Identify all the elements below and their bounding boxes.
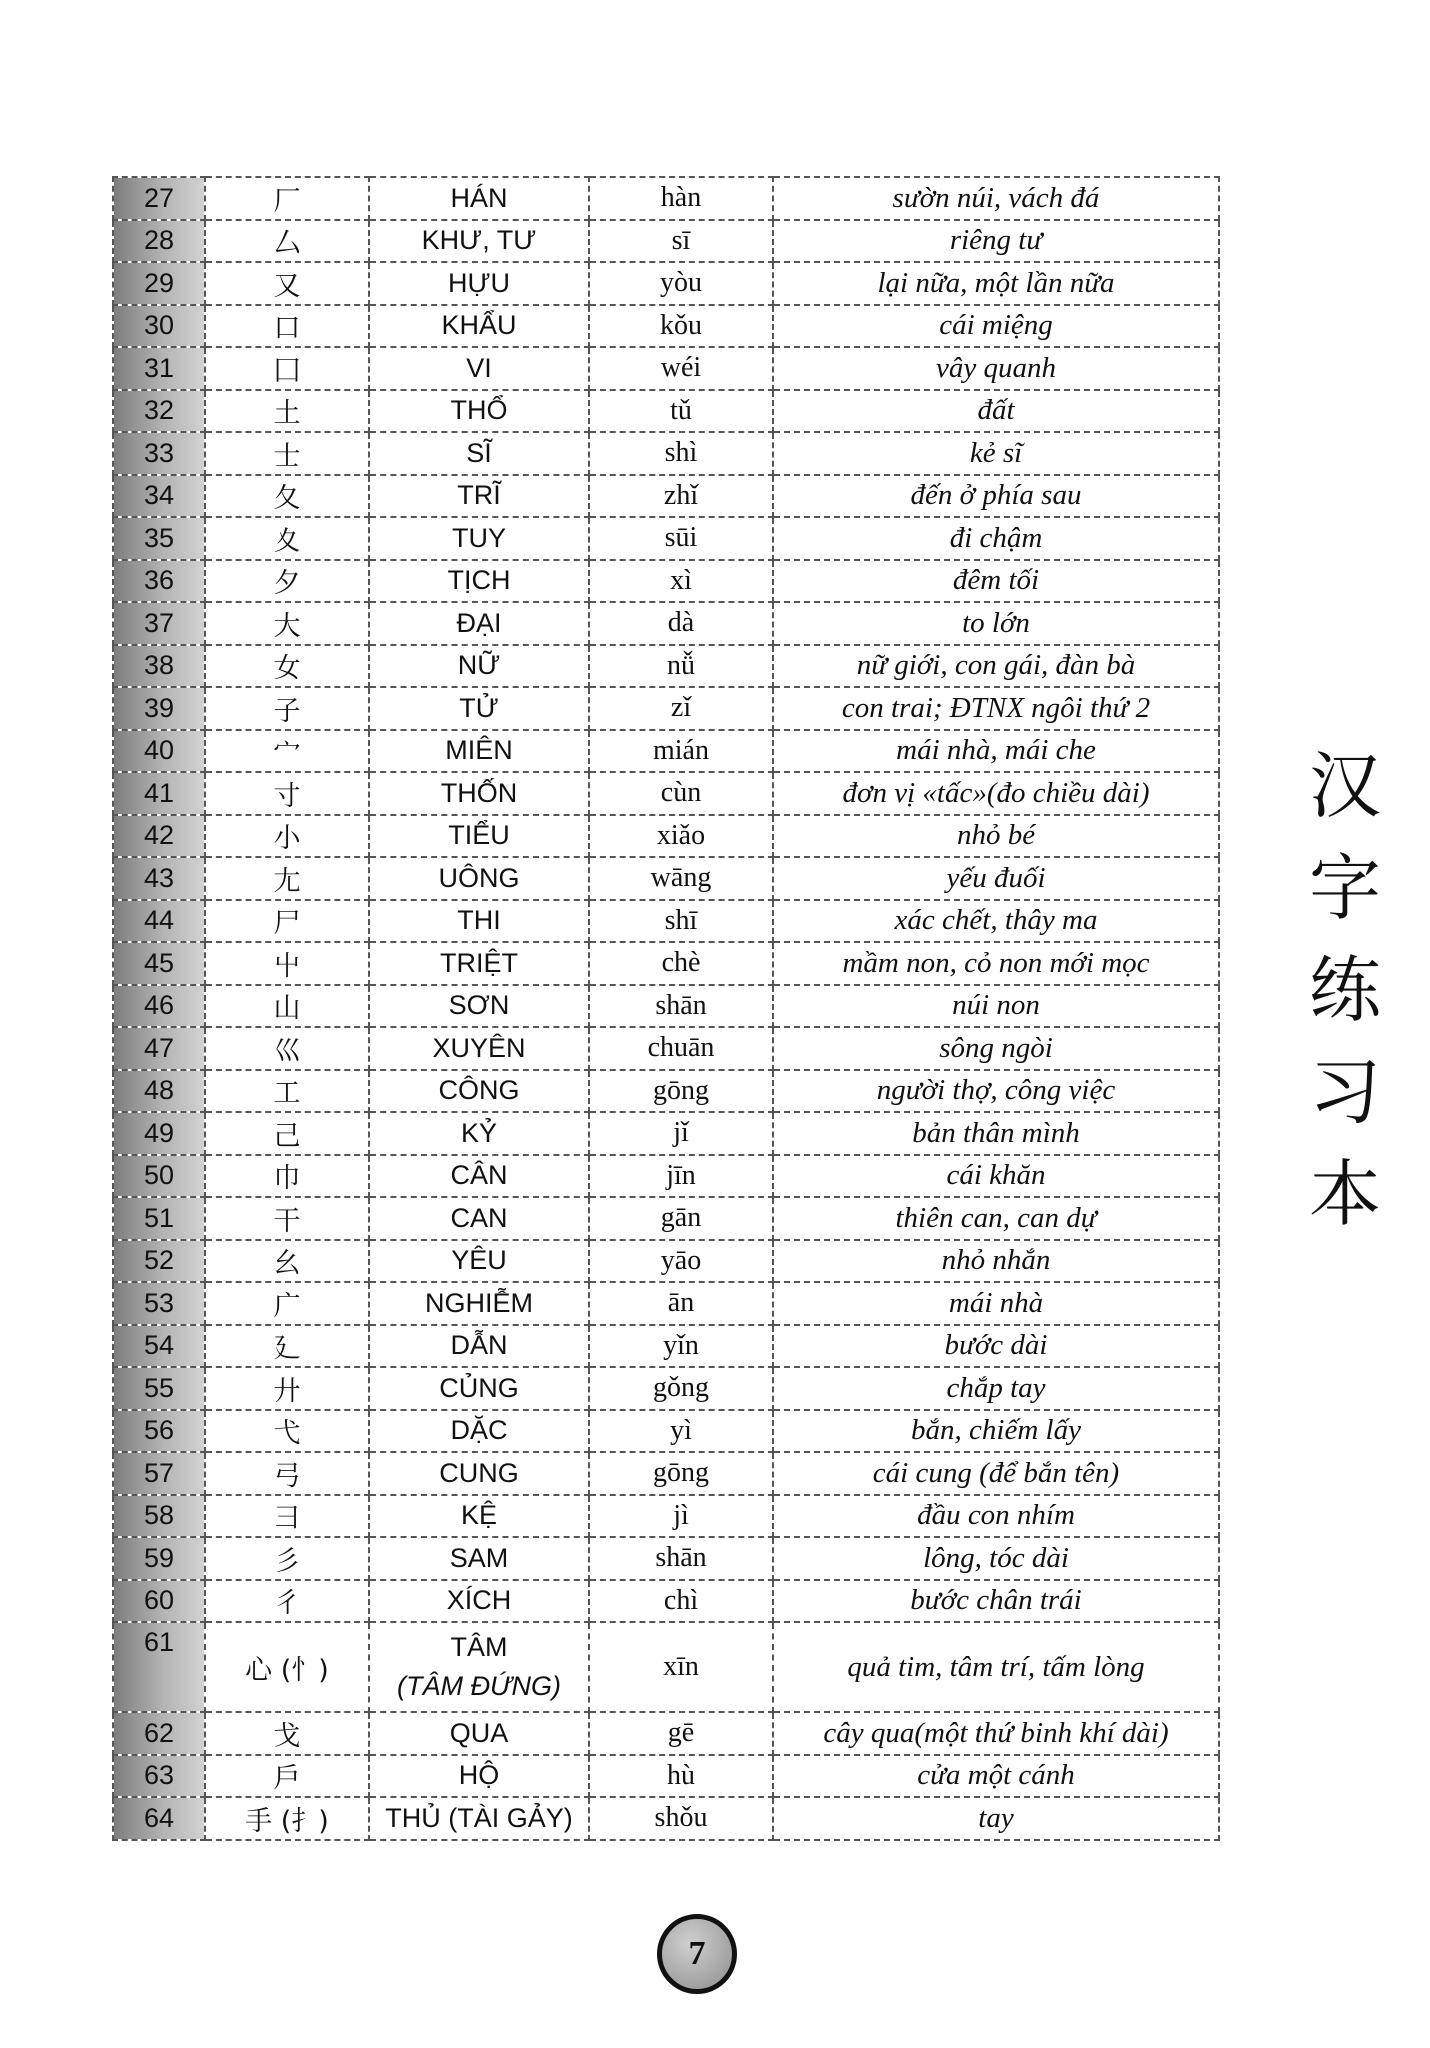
row-number-cell: 64 [113, 1797, 205, 1840]
table-row [113, 432, 1219, 475]
row-number-cell: 47 [113, 1027, 205, 1070]
han-viet-cell: NỮ [369, 645, 589, 688]
side-title-char: 汉 [1308, 744, 1381, 828]
radical-char-cell: 戈 [205, 1712, 369, 1755]
table-row [113, 942, 1219, 985]
han-viet-cell: VI [369, 347, 589, 390]
han-viet-cell: KHƯ, TƯ [369, 220, 589, 263]
meaning-cell: yếu đuối [773, 857, 1219, 900]
han-viet-cell: SAM [369, 1537, 589, 1580]
pinyin-cell: wéi [589, 347, 773, 390]
pinyin-cell: chuān [589, 1027, 773, 1070]
han-viet-cell: XUYÊN [369, 1027, 589, 1070]
row-number-cell: 57 [113, 1452, 205, 1495]
row-number-cell: 40 [113, 730, 205, 773]
han-viet-cell [369, 1622, 589, 1712]
table-row [113, 1282, 1219, 1325]
table-row [113, 1070, 1219, 1113]
row-number-cell: 62 [113, 1712, 205, 1755]
pinyin-cell: shǒu [589, 1797, 773, 1840]
meaning-cell: riêng tư [773, 220, 1219, 263]
table-row [113, 517, 1219, 560]
han-viet-name: TÂM [450, 1632, 508, 1662]
pinyin-cell: chì [589, 1580, 773, 1623]
table-row [113, 1537, 1219, 1580]
radical-char-cell: 巾 [205, 1155, 369, 1198]
meaning-cell: đất [773, 390, 1219, 433]
meaning-cell: mầm non, cỏ non mới mọc [773, 942, 1219, 985]
han-viet-cell: CỦNG [369, 1367, 589, 1410]
pinyin-cell: sī [589, 220, 773, 263]
han-viet-cell: HÁN [369, 177, 589, 220]
han-viet-cell: TRIỆT [369, 942, 589, 985]
table-row [113, 645, 1219, 688]
row-number-cell: 38 [113, 645, 205, 688]
radical-char-cell: 彡 [205, 1537, 369, 1580]
meaning-cell: nhỏ bé [773, 815, 1219, 858]
meaning-cell: lông, tóc dài [773, 1537, 1219, 1580]
han-viet-cell: TUY [369, 517, 589, 560]
meaning-cell: bản thân mình [773, 1112, 1219, 1155]
han-viet-cell: CÔNG [369, 1070, 589, 1113]
pinyin-cell: ān [589, 1282, 773, 1325]
han-viet-cell: HỰU [369, 262, 589, 305]
meaning-cell: tay [773, 1797, 1219, 1840]
han-viet-cell: DẪN [369, 1325, 589, 1368]
pinyin-cell: yòu [589, 262, 773, 305]
radical-char-cell: 厂 [205, 177, 369, 220]
pinyin-cell: shān [589, 1537, 773, 1580]
meaning-cell: sườn núi, vách đá [773, 177, 1219, 220]
row-number-cell: 50 [113, 1155, 205, 1198]
pinyin-cell: yāo [589, 1240, 773, 1283]
pinyin-cell: xì [589, 560, 773, 603]
meaning-cell: người thợ, công việc [773, 1070, 1219, 1113]
han-viet-cell: THI [369, 900, 589, 943]
radical-char-cell: 大 [205, 602, 369, 645]
row-number-cell: 49 [113, 1112, 205, 1155]
radical-char-cell: 手 (扌) [205, 1797, 369, 1840]
han-viet-cell: TRĨ [369, 475, 589, 518]
han-viet-cell: KỶ [369, 1112, 589, 1155]
table-row [113, 560, 1219, 603]
meaning-cell: thiên can, can dự [773, 1197, 1219, 1240]
pinyin-cell: gǒng [589, 1367, 773, 1410]
meaning-cell: đến ở phía sau [773, 475, 1219, 518]
meaning-cell: con trai; ĐTNX ngôi thứ 2 [773, 687, 1219, 730]
han-viet-cell: QUA [369, 1712, 589, 1755]
page-number-badge [657, 1914, 737, 1994]
pinyin-cell: shān [589, 985, 773, 1028]
han-viet-cell: TỬ [369, 687, 589, 730]
row-number-cell: 34 [113, 475, 205, 518]
radical-char-cell: 士 [205, 432, 369, 475]
row-number-cell: 53 [113, 1282, 205, 1325]
row-number-cell: 44 [113, 900, 205, 943]
meaning-cell: mái nhà [773, 1282, 1219, 1325]
pinyin-cell: jì [589, 1495, 773, 1538]
radical-char-cell: 干 [205, 1197, 369, 1240]
table-row [113, 985, 1219, 1028]
row-number-cell: 28 [113, 220, 205, 263]
meaning-cell: bước chân trái [773, 1580, 1219, 1623]
pinyin-cell: tǔ [589, 390, 773, 433]
pinyin-cell: xiǎo [589, 815, 773, 858]
row-number-cell: 41 [113, 772, 205, 815]
han-viet-cell: ĐẠI [369, 602, 589, 645]
row-number-cell: 33 [113, 432, 205, 475]
han-viet-cell: KỆ [369, 1495, 589, 1538]
pinyin-cell: mián [589, 730, 773, 773]
table-row [113, 857, 1219, 900]
table-row [113, 1712, 1219, 1755]
meaning-cell: mái nhà, mái che [773, 730, 1219, 773]
row-number-cell: 56 [113, 1410, 205, 1453]
table-row [113, 1155, 1219, 1198]
row-number-cell: 63 [113, 1755, 205, 1798]
table-row [113, 730, 1219, 773]
han-viet-cell: KHẨU [369, 305, 589, 348]
radicals-table [112, 176, 1220, 1841]
radical-char-cell: 彐 [205, 1495, 369, 1538]
pinyin-cell: nǚ [589, 645, 773, 688]
table-row [113, 1452, 1219, 1495]
row-number-cell: 45 [113, 942, 205, 985]
radical-char-cell: 工 [205, 1070, 369, 1113]
table-row [113, 1367, 1219, 1410]
pinyin-cell: xīn [589, 1622, 773, 1712]
pinyin-cell: shì [589, 432, 773, 475]
table-row [113, 1755, 1219, 1798]
table-row [113, 1027, 1219, 1070]
row-number-cell: 30 [113, 305, 205, 348]
meaning-cell: kẻ sĩ [773, 432, 1219, 475]
meaning-cell: nhỏ nhắn [773, 1240, 1219, 1283]
radical-char-cell: 廴 [205, 1325, 369, 1368]
row-number-cell: 61 [113, 1622, 205, 1712]
pinyin-cell: cùn [589, 772, 773, 815]
radical-char-cell: 幺 [205, 1240, 369, 1283]
radical-char-cell: 夂 [205, 475, 369, 518]
row-number-cell: 52 [113, 1240, 205, 1283]
pinyin-cell: hàn [589, 177, 773, 220]
radical-char-cell: 宀 [205, 730, 369, 773]
row-number-cell: 51 [113, 1197, 205, 1240]
pinyin-cell: jīn [589, 1155, 773, 1198]
row-number-cell: 60 [113, 1580, 205, 1623]
table-row [113, 772, 1219, 815]
han-viet-cell: CUNG [369, 1452, 589, 1495]
row-number-cell: 42 [113, 815, 205, 858]
row-number-cell: 55 [113, 1367, 205, 1410]
row-number-cell: 32 [113, 390, 205, 433]
table-row [113, 305, 1219, 348]
meaning-cell: bước dài [773, 1325, 1219, 1368]
table-row [113, 1797, 1219, 1840]
table-row [113, 390, 1219, 433]
row-number-cell: 37 [113, 602, 205, 645]
radical-char-cell: 寸 [205, 772, 369, 815]
row-number-cell: 46 [113, 985, 205, 1028]
meaning-cell: nữ giới, con gái, đàn bà [773, 645, 1219, 688]
radical-char-cell: 山 [205, 985, 369, 1028]
meaning-cell: cây qua(một thứ binh khí dài) [773, 1712, 1219, 1755]
pinyin-cell: zǐ [589, 687, 773, 730]
meaning-cell: vây quanh [773, 347, 1219, 390]
row-number-cell: 35 [113, 517, 205, 560]
row-number-cell: 36 [113, 560, 205, 603]
radical-char-cell: 又 [205, 262, 369, 305]
row-number-cell: 27 [113, 177, 205, 220]
pinyin-cell: gōng [589, 1070, 773, 1113]
han-viet-cell: CÂN [369, 1155, 589, 1198]
pinyin-cell: jǐ [589, 1112, 773, 1155]
pinyin-cell: yì [589, 1410, 773, 1453]
table-row [113, 815, 1219, 858]
side-title-char: 字 [1308, 846, 1381, 930]
pinyin-cell: kǒu [589, 305, 773, 348]
han-viet-cell: TỊCH [369, 560, 589, 603]
table-row [113, 900, 1219, 943]
han-viet-cell: CAN [369, 1197, 589, 1240]
row-number-cell: 54 [113, 1325, 205, 1368]
pinyin-cell: shī [589, 900, 773, 943]
meaning-cell: đơn vị «tấc»(đo chiều dài) [773, 772, 1219, 815]
meaning-cell: chắp tay [773, 1367, 1219, 1410]
han-viet-cell: DẶC [369, 1410, 589, 1453]
table-row [113, 1197, 1219, 1240]
han-viet-cell: THỔ [369, 390, 589, 433]
radical-char-cell: 己 [205, 1112, 369, 1155]
radical-char-cell: 口 [205, 305, 369, 348]
han-viet-subname: (TÂM ĐỨNG) [397, 1671, 561, 1701]
radical-char-cell: 广 [205, 1282, 369, 1325]
meaning-cell: đầu con nhím [773, 1495, 1219, 1538]
pinyin-cell: zhǐ [589, 475, 773, 518]
radical-char-cell: 彳 [205, 1580, 369, 1623]
han-viet-cell: TIỂU [369, 815, 589, 858]
row-number-cell: 31 [113, 347, 205, 390]
table-row [113, 1410, 1219, 1453]
radical-char-cell: 弓 [205, 1452, 369, 1495]
row-number-cell: 59 [113, 1537, 205, 1580]
row-number-cell: 29 [113, 262, 205, 305]
row-number-cell: 48 [113, 1070, 205, 1113]
radicals-table-body [113, 177, 1219, 1840]
pinyin-cell: hù [589, 1755, 773, 1798]
han-viet-cell: MIÊN [369, 730, 589, 773]
side-title [1300, 735, 1390, 1245]
meaning-cell: xác chết, thây ma [773, 900, 1219, 943]
pinyin-cell: yǐn [589, 1325, 773, 1368]
radical-char-cell: 尸 [205, 900, 369, 943]
radical-char-cell: 土 [205, 390, 369, 433]
table-row [113, 602, 1219, 645]
radical-char-cell: 屮 [205, 942, 369, 985]
radical-char-cell: 夕 [205, 560, 369, 603]
pinyin-cell: gān [589, 1197, 773, 1240]
radical-char-cell: 廾 [205, 1367, 369, 1410]
table-row [113, 1495, 1219, 1538]
row-number-cell: 43 [113, 857, 205, 900]
radical-char-cell: 戶 [205, 1755, 369, 1798]
row-number-cell: 58 [113, 1495, 205, 1538]
meaning-cell: bắn, chiếm lấy [773, 1410, 1219, 1453]
pinyin-cell: sūi [589, 517, 773, 560]
table-row [113, 1240, 1219, 1283]
pinyin-cell: dà [589, 602, 773, 645]
meaning-cell: quả tim, tâm trí, tấm lòng [773, 1622, 1219, 1712]
han-viet-cell: YÊU [369, 1240, 589, 1283]
meaning-cell: cái khăn [773, 1155, 1219, 1198]
table-row [113, 1622, 1219, 1712]
table-row [113, 1325, 1219, 1368]
han-viet-cell: THỐN [369, 772, 589, 815]
pinyin-cell: gōng [589, 1452, 773, 1495]
han-viet-cell: SƠN [369, 985, 589, 1028]
pinyin-cell: wāng [589, 857, 773, 900]
meaning-cell: sông ngòi [773, 1027, 1219, 1070]
table-row [113, 687, 1219, 730]
radical-char-cell: 夊 [205, 517, 369, 560]
page-number: 7 [688, 1935, 706, 1972]
table-row [113, 262, 1219, 305]
pinyin-cell: gē [589, 1712, 773, 1755]
han-viet-cell: NGHIỄM [369, 1282, 589, 1325]
meaning-cell: lại nữa, một lần nữa [773, 262, 1219, 305]
han-viet-cell: SĨ [369, 432, 589, 475]
meaning-cell: đi chậm [773, 517, 1219, 560]
radical-char-cell: 巛 [205, 1027, 369, 1070]
table-row [113, 475, 1219, 518]
table-row [113, 347, 1219, 390]
radical-char-cell: 心 (忄) [205, 1622, 369, 1712]
radical-char-cell: 子 [205, 687, 369, 730]
radical-char-cell: 囗 [205, 347, 369, 390]
han-viet-cell: THỦ (TÀI GẢY) [369, 1797, 589, 1840]
radical-char-cell: 弋 [205, 1410, 369, 1453]
meaning-cell: cửa một cánh [773, 1755, 1219, 1798]
table-row [113, 177, 1219, 220]
side-title-char: 习 [1308, 1050, 1381, 1134]
table-row [113, 1580, 1219, 1623]
pinyin-cell: chè [589, 942, 773, 985]
side-title-char: 练 [1308, 948, 1381, 1032]
table-row [113, 220, 1219, 263]
han-viet-cell: UÔNG [369, 857, 589, 900]
side-title-char: 本 [1308, 1152, 1381, 1236]
han-viet-cell: HỘ [369, 1755, 589, 1798]
table-row [113, 1112, 1219, 1155]
radical-char-cell: 小 [205, 815, 369, 858]
meaning-cell: cái miệng [773, 305, 1219, 348]
han-viet-cell: XÍCH [369, 1580, 589, 1623]
radical-char-cell: 厶 [205, 220, 369, 263]
row-number-cell: 39 [113, 687, 205, 730]
meaning-cell: cái cung (để bắn tên) [773, 1452, 1219, 1495]
radical-char-cell: 尢 [205, 857, 369, 900]
radical-char-cell: 女 [205, 645, 369, 688]
meaning-cell: đêm tối [773, 560, 1219, 603]
meaning-cell: to lớn [773, 602, 1219, 645]
meaning-cell: núi non [773, 985, 1219, 1028]
